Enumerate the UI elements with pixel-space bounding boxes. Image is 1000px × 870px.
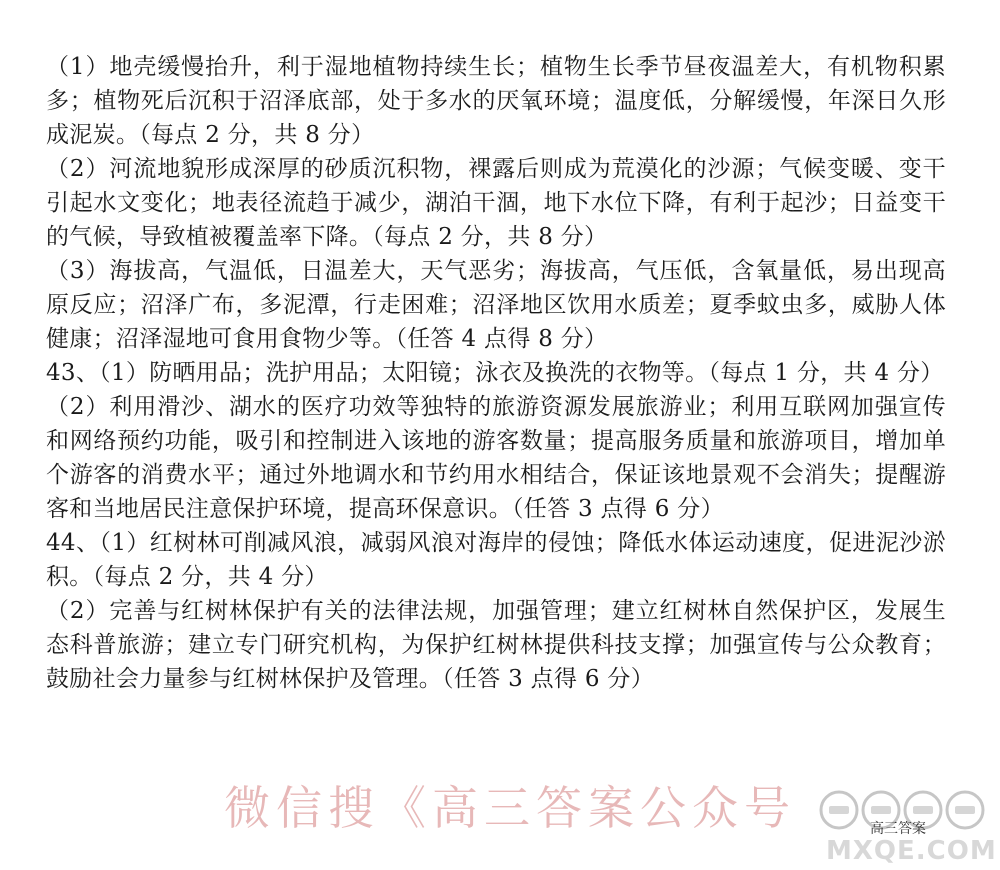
watermark-text: 微信搜《高三答案公众号 bbox=[224, 781, 796, 835]
logo-label: 高三答案 bbox=[870, 821, 926, 837]
logo-url: MXQE.COM bbox=[826, 836, 997, 866]
answer-paragraph-43-2: （2）利用滑沙、湖水的医疗功效等独特的旅游资源发展旅游业；利用互联网加强宣传和网络预约功能，吸引和控制进入该地的游客数量；提高服务质量和旅游项目，增加单个游客的消费水平；通过外地调水和节约用水相结合，保证该地景观不会消失；提醒游客和当地居民注意保护环境，提高环保意识。（任答 3 点得 6 分） bbox=[46, 394, 946, 522]
answer-paragraph-1: （1）地壳缓慢抬升，利于湿地植物持续生长；植物生长季节昼夜温差大，有机物积累多；植物死后沉积于沼泽底部，处于多水的厌氧环境；温度低，分解缓慢，年深日久形成泥炭。（每点 2 分，共 8 分） bbox=[46, 54, 946, 148]
answer-paragraph-44-1: 44、（1）红树林可削减风浪，减弱风浪对海岸的侵蚀；降低水体运动速度，促进泥沙淤积。（每点 2 分，共 4 分） bbox=[46, 530, 946, 590]
answer-document bbox=[46, 50, 946, 696]
answer-paragraph-3: （3）海拔高，气温低，日温差大，天气恶劣；海拔高，气压低，含氧量低，易出现高原反应；沼泽广布，多泥潭，行走困难；沼泽地区饮用水质差；夏季蚊虫多，威胁人体健康；沼泽湿地可食用食物少等。（任答 4 点得 8 分） bbox=[46, 258, 946, 352]
answer-paragraph-44-2: （2）完善与红树林保护有关的法律法规，加强管理；建立红树林自然保护区，发展生态科普旅游；建立专门研究机构，为保护红树林提供科技支撑；加强宣传与公众教育；鼓励社会力量参与红树林保护及管理。（任答 3 点得 6 分） bbox=[46, 598, 946, 692]
answer-paragraph-2: （2）河流地貌形成深厚的砂质沉积物，裸露后则成为荒漠化的沙源；气候变暖、变干引起水文变化；地表径流趋于减少，湖泊干涸，地下水位下降，有利于起沙；日益变干的气候，导致植被覆盖率下降。（每点 2 分，共 8 分） bbox=[46, 156, 946, 250]
answer-paragraph-43-1: 43、（1）防晒用品；洗护用品；太阳镜；泳衣及换洗的衣物等。（每点 1 分，共 4 分） bbox=[46, 360, 944, 386]
